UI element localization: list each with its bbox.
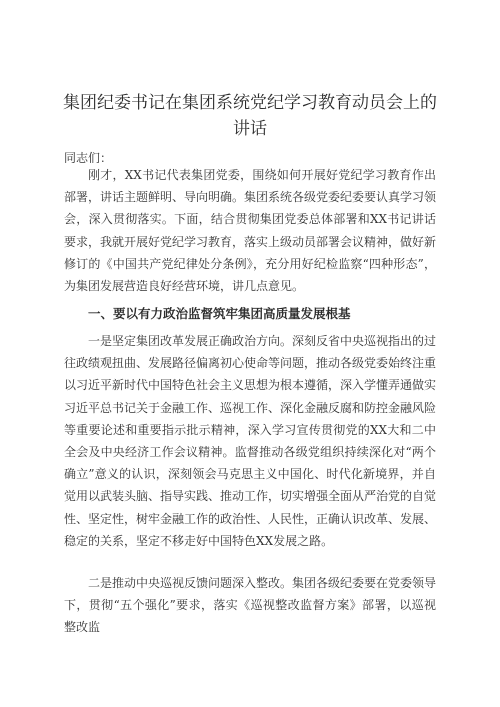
paragraph-point-1: 一是坚定集团改革发展正确政治方向。深刻反省中央巡视指出的过往政绩观扭曲、发展路径偏离初心使命等问题，推动各级党委始终注重以习近平新时代中国特色社会主义思想为根本遵循，深入学懂弄通做实习近平总书记关于金融工作、巡视工作、深化金融反腐和防控金融风险等重要论述和重要指示批示精神，深入学习宣传贯彻党的XX大和二中全会及中央经济工作会议精神。监督推动各级党组织持续深化对“两个确立”意义的认识，深刻领会马克思主义中国化、时代化新境界，并自觉用以武装头脑、指导实践、推动工作，切实增强全面从严治党的自觉性、坚定性，树牢金融工作的政治性、人民性，正确认识改革、发展、稳定的关系，坚定不移走好中国特色XX发展之路。 [64, 334, 437, 548]
salutation: 同志们： [64, 151, 113, 165]
section-heading-1: 一、要以有力政治监督筑牢集团高质量发展根基 [88, 306, 351, 321]
document-title: 集团纪委书记在集团系统党纪学习教育动员会上的讲话 [63, 93, 437, 139]
paragraph-point-2: 二是推动中央巡视反馈问题深入整改。集团各级纪委要在党委领导下，贯彻“五个强化”要求，落实《巡视整改监督方案》部署，以巡视整改监 [64, 576, 437, 635]
paragraph-opening: 刚才，XX书记代表集团党委，围绕如何开展好党纪学习教育作出部署，讲话主题鲜明、导向明确。集团系统各级党委纪委要认真学习领会，深入贯彻落实。下面，结合贯彻集团党委总体部署和XX书记讲话要求，我就开展好党纪学习教育，落实上级动员部署会议精神，做好新修订的《中国共产党纪律处分条例》，充分用好纪检监察“四种形态”，为集团发展营造良好经营环境，讲几点意见。 [64, 168, 437, 294]
